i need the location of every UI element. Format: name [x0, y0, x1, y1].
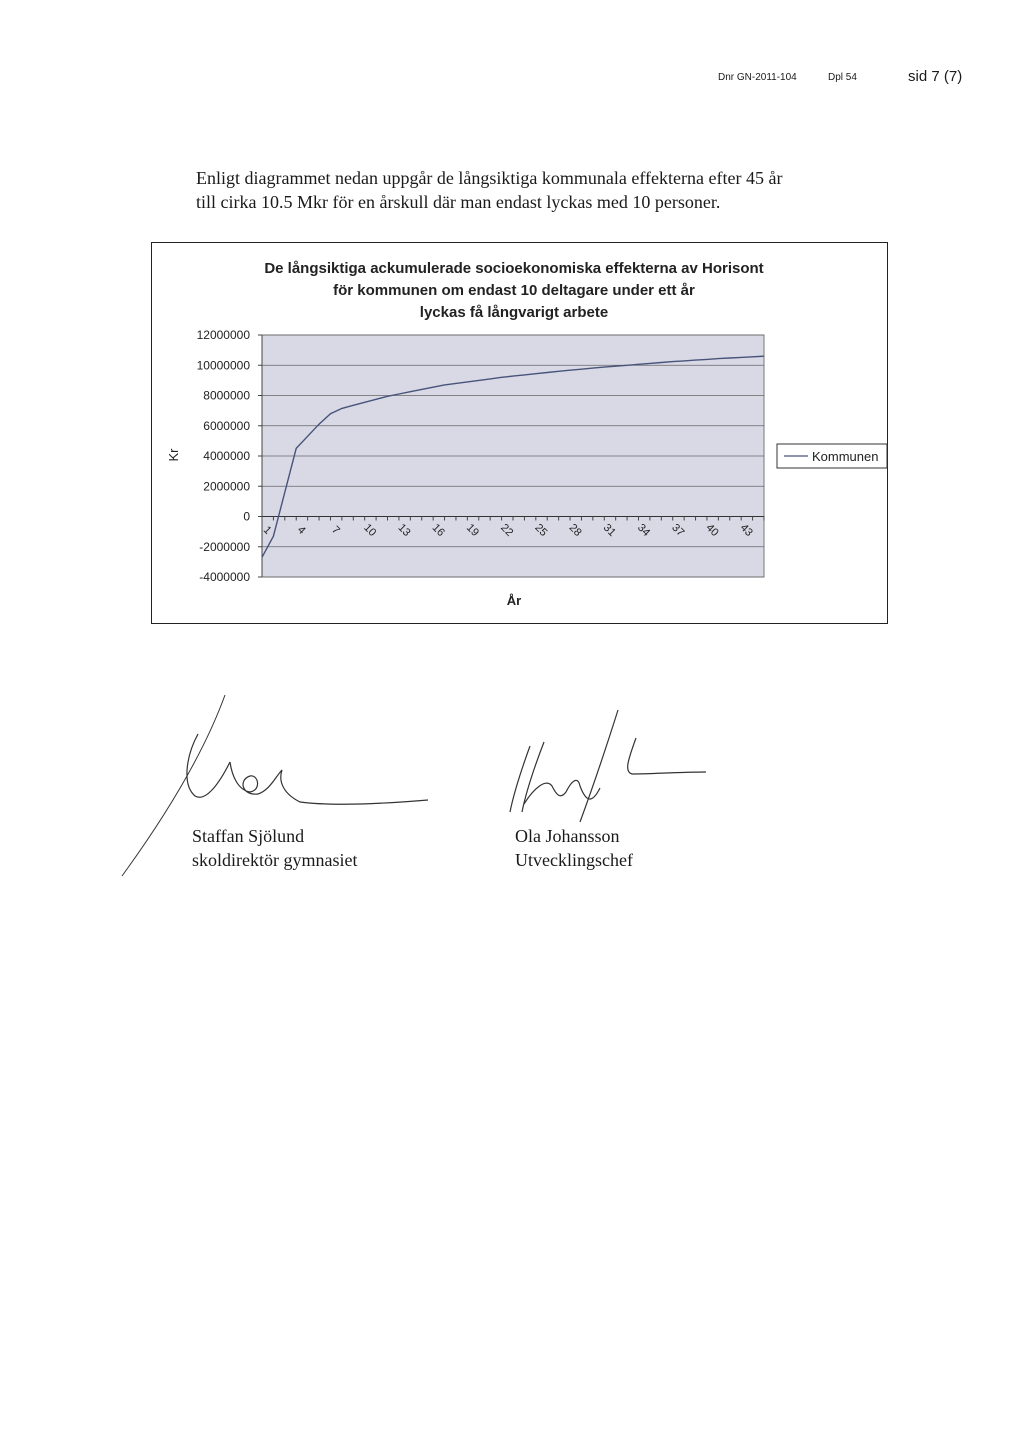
- x-axis-label: År: [506, 593, 522, 608]
- x-tick-label: 31: [600, 521, 618, 539]
- intro-line-1: Enligt diagrammet nedan uppgår de långsiktiga kommunala effekterna efter 45 år: [196, 168, 783, 188]
- x-tick-label: 1: [260, 523, 274, 537]
- y-tick-label: -4000000: [199, 570, 250, 584]
- signer-name: Ola Johansson: [515, 826, 620, 846]
- x-tick-label: 10: [361, 521, 379, 539]
- signature-stroke-2: [187, 734, 230, 797]
- x-tick-label: 7: [329, 523, 342, 537]
- signer-ola: [515, 824, 633, 872]
- y-axis-label: Kr: [166, 448, 181, 462]
- plot-area: [197, 328, 764, 584]
- y-tick-label: 0: [243, 509, 250, 524]
- chart: [152, 243, 889, 625]
- document-number: Dnr GN-2011-104: [718, 72, 797, 83]
- x-tick-label: 16: [429, 521, 447, 539]
- x-tick-label: 25: [532, 521, 550, 539]
- chart-title-line-1: De långsiktiga ackumulerade socioekonomiska effekterna av Horisont: [264, 260, 764, 277]
- x-tick-label: 4: [294, 523, 308, 537]
- legend-label: Kommunen: [812, 449, 879, 464]
- y-tick-label: 12000000: [196, 328, 250, 342]
- signer-title: skoldirektör gymnasiet: [192, 850, 358, 870]
- x-tick-label: 34: [635, 521, 653, 539]
- page-number: sid 7 (7): [908, 68, 963, 85]
- y-tick-label: 10000000: [196, 358, 250, 373]
- intro-text: [196, 166, 836, 214]
- chart-frame: [151, 242, 888, 624]
- x-tick-label: 43: [737, 521, 755, 539]
- x-tick-label: 37: [669, 521, 687, 539]
- intro-line-2: till cirka 10.5 Mkr för en årskull där man endast lyckas med 10 personer.: [196, 192, 721, 212]
- signature-stroke-5: [628, 738, 706, 774]
- x-tick-label: 13: [395, 521, 413, 539]
- signer-name: Staffan Sjölund: [192, 826, 305, 846]
- signature-stroke-3: [524, 780, 600, 804]
- dpl-number: Dpl 54: [828, 72, 857, 83]
- chart-title-line-3: lyckas få långvarigt arbete: [419, 304, 609, 321]
- x-tick-label: 28: [566, 521, 584, 539]
- y-tick-label: 6000000: [203, 418, 250, 433]
- signature-stroke-1: [510, 746, 530, 812]
- y-tick-label: -2000000: [199, 539, 250, 554]
- x-tick-label: 40: [703, 521, 721, 539]
- page-header: [0, 68, 1024, 88]
- signature-ola: [500, 708, 710, 824]
- signer-title: Utvecklingschef: [515, 850, 633, 870]
- chart-title-line-2: för kommunen om endast 10 deltagare under ett år: [333, 282, 695, 299]
- signature-stroke-4: [580, 710, 618, 822]
- signature-stroke-3: [230, 762, 428, 804]
- legend: [777, 444, 887, 468]
- signer-staffan: [192, 824, 357, 872]
- y-tick-label: 2000000: [203, 479, 250, 494]
- y-tick-label: 8000000: [203, 388, 250, 403]
- y-tick-label: 4000000: [203, 449, 250, 463]
- x-tick-label: 19: [463, 521, 482, 539]
- x-tick-label: 22: [498, 521, 516, 539]
